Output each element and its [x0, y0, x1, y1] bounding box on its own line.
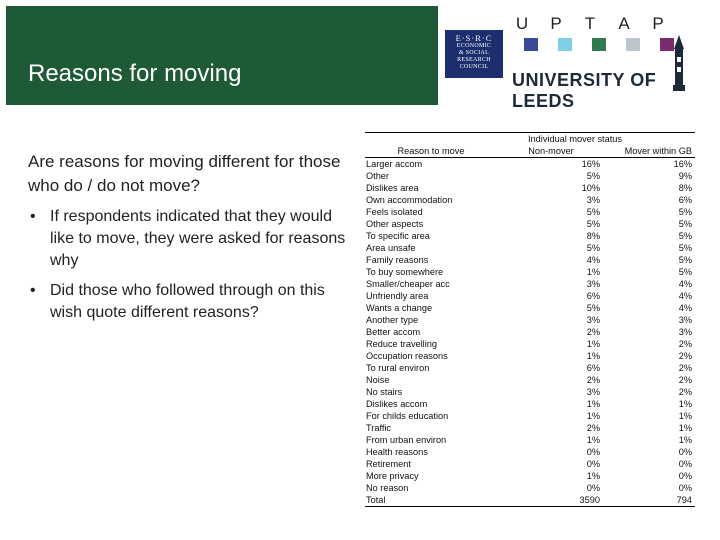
table-row — [365, 278, 695, 290]
non-mover-cell: 2% — [586, 327, 600, 337]
table-row — [365, 398, 695, 410]
non-mover-cell: 6% — [586, 291, 600, 301]
reason-cell: Another type — [366, 315, 419, 325]
reason-cell: More privacy — [366, 471, 419, 481]
column-header: Non-mover — [528, 146, 574, 156]
column-header: Mover within GB — [624, 146, 692, 156]
mover-cell: 2% — [678, 387, 692, 397]
mover-cell: 0% — [678, 483, 692, 493]
reason-cell: Other — [366, 171, 389, 181]
reason-cell: To specific area — [366, 231, 430, 241]
reason-cell: Feels isolated — [366, 207, 423, 217]
list-item: • If respondents indicated that they would like to move, they were asked for reasons why — [30, 208, 346, 269]
non-mover-cell: 1% — [586, 435, 600, 445]
reason-cell: Dislikes area — [366, 183, 419, 193]
mover-cell: 0% — [678, 459, 692, 469]
table-row — [365, 266, 695, 278]
reason-cell: Own accommodation — [366, 195, 453, 205]
reason-cell: Larger accom — [366, 159, 423, 169]
question-text: Are reasons for moving different for those who do / do not move? — [28, 152, 341, 195]
table-body — [365, 158, 695, 507]
table-row — [365, 350, 695, 362]
mover-cell: 9% — [678, 171, 692, 181]
reason-cell: Unfriendly area — [366, 291, 429, 301]
non-mover-cell: 2% — [586, 375, 600, 385]
non-mover-cell: 5% — [586, 243, 600, 253]
non-mover-cell: 5% — [586, 207, 600, 217]
non-mover-cell: 3% — [586, 315, 600, 325]
reason-cell: Wants a change — [366, 303, 433, 313]
mover-cell: 1% — [678, 435, 692, 445]
table-row — [365, 326, 695, 338]
uptap-letter: U — [515, 14, 529, 33]
table-row — [365, 482, 695, 494]
table-row — [365, 290, 695, 302]
uptap-square — [524, 38, 538, 51]
table-row — [365, 182, 695, 194]
reason-cell: Smaller/cheaper acc — [366, 279, 450, 289]
mover-cell: 6% — [678, 195, 692, 205]
uptap-square — [626, 38, 640, 51]
table-row — [365, 194, 695, 206]
reason-cell: Family reasons — [366, 255, 429, 265]
non-mover-cell: 2% — [586, 423, 600, 433]
mover-cell: 4% — [678, 279, 692, 289]
leeds-tower-icon — [668, 35, 690, 91]
table-row — [365, 458, 695, 470]
non-mover-cell: 5% — [586, 171, 600, 181]
non-mover-cell: 1% — [586, 267, 600, 277]
non-mover-cell: 3% — [586, 387, 600, 397]
slide-title: Reasons for moving — [28, 60, 242, 87]
table-row — [365, 302, 695, 314]
reason-cell: From urban environ — [366, 435, 447, 445]
mover-cell: 2% — [678, 375, 692, 385]
list-item: • Did those who followed through on this wish quote different reasons? — [30, 282, 325, 321]
table-row — [365, 158, 695, 170]
header-banner — [0, 0, 720, 111]
reason-cell: For childs education — [366, 411, 449, 421]
mover-cell: 1% — [678, 411, 692, 421]
bullet-marker: • — [30, 208, 36, 225]
mover-cell: 794 — [676, 495, 692, 505]
uptap-square — [558, 38, 572, 51]
mover-cell: 8% — [678, 183, 692, 193]
mover-cell: 5% — [678, 219, 692, 229]
bullet-marker: • — [30, 282, 36, 299]
table-row — [365, 410, 695, 422]
non-mover-cell: 3590 — [579, 495, 600, 505]
mover-cell: 5% — [678, 243, 692, 253]
table-row — [365, 386, 695, 398]
table-row — [365, 206, 695, 218]
non-mover-cell: 4% — [586, 255, 600, 265]
table-row — [365, 218, 695, 230]
non-mover-cell: 1% — [586, 351, 600, 361]
reason-cell: Health reasons — [366, 447, 428, 457]
table-row — [365, 338, 695, 350]
table-row — [365, 230, 695, 242]
mover-cell: 3% — [678, 315, 692, 325]
reasons-table — [365, 132, 695, 507]
non-mover-cell: 0% — [586, 447, 600, 457]
table-row — [365, 446, 695, 458]
reason-cell: No stairs — [366, 387, 403, 397]
column-header: Reason to move — [397, 146, 465, 156]
table-row — [365, 494, 695, 507]
mover-cell: 1% — [678, 399, 692, 409]
non-mover-cell: 5% — [586, 219, 600, 229]
uptap-square — [592, 38, 606, 51]
uptap-logo — [510, 14, 670, 54]
reason-cell: To rural environ — [366, 363, 430, 373]
reason-cell: Traffic — [366, 423, 392, 433]
reason-cell: Retirement — [366, 459, 411, 469]
title-panel — [6, 6, 438, 105]
mover-cell: 0% — [678, 471, 692, 481]
reason-cell: No reason — [366, 483, 409, 493]
table-row — [365, 434, 695, 446]
non-mover-cell: 0% — [586, 483, 600, 493]
mover-cell: 0% — [678, 447, 692, 457]
table-row — [365, 362, 695, 374]
table-row — [365, 374, 695, 386]
table-row — [365, 422, 695, 434]
non-mover-cell: 10% — [581, 183, 600, 193]
non-mover-cell: 3% — [586, 195, 600, 205]
mover-cell: 4% — [678, 303, 692, 313]
table-row — [365, 254, 695, 266]
reason-cell: Total — [366, 495, 386, 505]
non-mover-cell: 1% — [586, 471, 600, 481]
reason-cell: Occupation reasons — [366, 351, 448, 361]
uptap-letter: A — [618, 14, 630, 33]
non-mover-cell: 6% — [586, 363, 600, 373]
uptap-letter: P — [550, 14, 562, 33]
non-mover-cell: 1% — [586, 339, 600, 349]
table-row — [365, 314, 695, 326]
table-row — [365, 242, 695, 254]
table-row — [365, 170, 695, 182]
non-mover-cell: 5% — [586, 303, 600, 313]
uptap-letter: P — [652, 14, 664, 33]
mover-cell: 2% — [678, 339, 692, 349]
esrc-logo: E·S·R·C ECONOMIC & SOCIAL RESEARCH COUNCIL — [445, 30, 503, 78]
mover-cell: 4% — [678, 291, 692, 301]
uptap-letter: T — [584, 14, 596, 33]
mover-cell: 5% — [678, 231, 692, 241]
reason-cell: Other aspects — [366, 219, 424, 229]
reason-cell: Reduce travelling — [366, 339, 437, 349]
table-row — [365, 470, 695, 482]
mover-cell: 5% — [678, 255, 692, 265]
non-mover-cell: 1% — [586, 411, 600, 421]
mover-cell: 5% — [678, 267, 692, 277]
table-header-row — [365, 145, 695, 158]
non-mover-cell: 0% — [586, 459, 600, 469]
non-mover-cell: 3% — [586, 279, 600, 289]
mover-cell: 2% — [678, 363, 692, 373]
mover-cell: 2% — [678, 351, 692, 361]
non-mover-cell: 8% — [586, 231, 600, 241]
bullet-list — [28, 206, 348, 332]
reason-cell: To buy somewhere — [366, 267, 444, 277]
mover-cell: 1% — [678, 423, 692, 433]
reason-cell: Noise — [366, 375, 390, 385]
non-mover-cell: 1% — [586, 399, 600, 409]
table-group-header: Individual mover status — [528, 134, 622, 144]
reason-cell: Area unsafe — [366, 243, 416, 253]
reason-cell: Dislikes accom — [366, 399, 428, 409]
mover-cell: 16% — [673, 159, 692, 169]
non-mover-cell: 16% — [581, 159, 600, 169]
mover-cell: 3% — [678, 327, 692, 337]
reason-cell: Better accom — [366, 327, 421, 337]
university-name: UNIVERSITY OF LEEDS — [512, 70, 657, 111]
mover-cell: 5% — [678, 207, 692, 217]
